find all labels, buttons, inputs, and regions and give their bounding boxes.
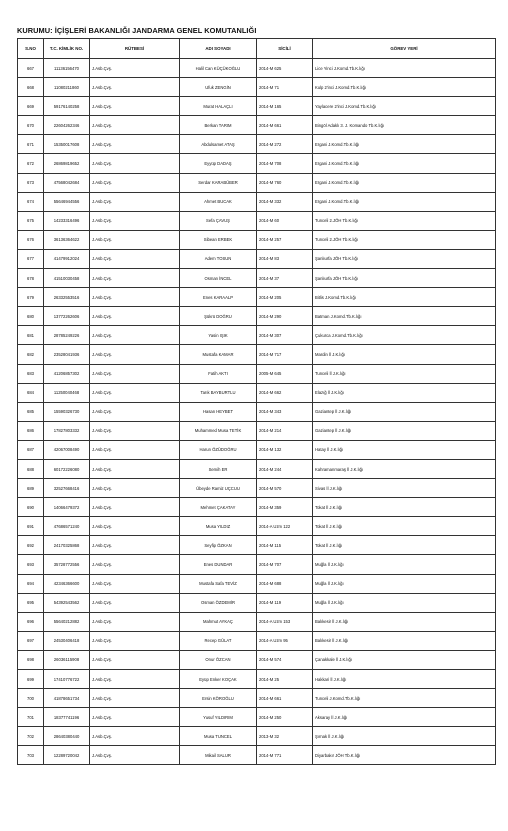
cell-adi-soyadi: Seyfip ÖZKAN [180, 536, 257, 555]
table-header-row [18, 39, 496, 59]
cell-rutbe: J.Asb.Çvş. [90, 269, 180, 288]
table-row [18, 135, 496, 154]
cell-adi-soyadi: Şükrü DOĞRU [180, 307, 257, 326]
cell-rutbe: J.Asb.Çvş. [90, 593, 180, 612]
table-row [18, 612, 496, 631]
cell-tc-kimlik: 41206857302 [44, 364, 90, 383]
cell-sno: 686 [18, 421, 44, 440]
cell-sno: 683 [18, 364, 44, 383]
cell-adi-soyadi: Recep GÜLAT [180, 631, 257, 650]
table-row [18, 498, 496, 517]
cell-sicili: 2014-M 574 [257, 650, 313, 669]
cell-sno: 677 [18, 249, 44, 268]
cell-gorev-yeri: Şanlıurfa JÖH Tb.K.lığı [313, 249, 496, 268]
cell-gorev-yeri: Hatay İl J.K.lığı [313, 440, 496, 459]
cell-rutbe: J.Asb.Çvş. [90, 440, 180, 459]
cell-sno: 690 [18, 498, 44, 517]
cell-gorev-yeri: Ergani J.Komd.Tb.K.lığı [313, 173, 496, 192]
cell-rutbe: J.Asb.Çvş. [90, 498, 180, 517]
table-row [18, 269, 496, 288]
table-row [18, 593, 496, 612]
cell-sicili: 2014-M 25 [257, 670, 313, 689]
cell-rutbe: J.Asb.Çvş. [90, 135, 180, 154]
cell-sicili: 2014-M 707 [257, 555, 313, 574]
col-header-sno: S.NO [18, 39, 44, 59]
cell-adi-soyadi: Enes DUNDAR [180, 555, 257, 574]
cell-rutbe: J.Asb.Çvş. [90, 555, 180, 574]
table-row [18, 326, 496, 345]
cell-sno: 671 [18, 135, 44, 154]
cell-sicili: 2005-M 645 [257, 364, 313, 383]
cell-tc-kimlik: 47568042684 [44, 173, 90, 192]
cell-adi-soyadi: Onur ÖZCAN [180, 650, 257, 669]
table-row [18, 192, 496, 211]
cell-tc-kimlik: 42067008490 [44, 440, 90, 459]
table-row [18, 479, 496, 498]
cell-tc-kimlik: 12289720042 [44, 746, 90, 765]
cell-tc-kimlik: 24530406418 [44, 631, 90, 650]
cell-sicili: 2014-M 625 [257, 59, 313, 78]
cell-tc-kimlik: 28785249226 [44, 326, 90, 345]
cell-sicili: 2014-M 290 [257, 307, 313, 326]
cell-sicili: 2014-M 661 [257, 116, 313, 135]
cell-sno: 676 [18, 230, 44, 249]
cell-adi-soyadi: Ersin KÖROĞLU [180, 689, 257, 708]
cell-gorev-yeri: Muğla İl J.K.lığı [313, 555, 496, 574]
cell-sno: 695 [18, 593, 44, 612]
cell-sicili: 2014-M 332 [257, 192, 313, 211]
col-header-gorev-yeri: GÖREV YERİ [313, 39, 496, 59]
cell-adi-soyadi: Tarık BAYBURTLU [180, 383, 257, 402]
cell-sno: 687 [18, 440, 44, 459]
cell-sicili: 2014-M 250 [257, 708, 313, 727]
cell-gorev-yeri: Lice Yinci J.Komd.Tb.K.lığı [313, 59, 496, 78]
cell-gorev-yeri: Ergani J.Komd.Tb.K.lığı [313, 192, 496, 211]
cell-sicili: 2014-M 205 [257, 288, 313, 307]
cell-sno: 682 [18, 345, 44, 364]
col-header-tc-kimlik: T.C. KİMLİK NO. [44, 39, 90, 59]
cell-sno: 674 [18, 192, 44, 211]
cell-rutbe: J.Asb.Çvş. [90, 78, 180, 97]
cell-gorev-yeri: Tunceli 2.JÖH Tb.K.lığı [313, 230, 496, 249]
cell-tc-kimlik: 14233316496 [44, 211, 90, 230]
cell-rutbe: J.Asb.Çvş. [90, 326, 180, 345]
cell-adi-soyadi: Mahmut AYKAÇ [180, 612, 257, 631]
table-row [18, 364, 496, 383]
cell-gorev-yeri: Batman J.Komd.Tb.K.lığı [313, 307, 496, 326]
cell-rutbe: J.Asb.Çvş. [90, 173, 180, 192]
document-title [17, 26, 256, 35]
table-row [18, 574, 496, 593]
table-row [18, 307, 496, 326]
cell-tc-kimlik: 54392543562 [44, 593, 90, 612]
cell-gorev-yeri: Elazığ İl J.K.lığı [313, 383, 496, 402]
cell-sicili: 2014-M 257 [257, 230, 313, 249]
personnel-table [17, 38, 496, 765]
cell-adi-soyadi: Adem TOSUN [180, 249, 257, 268]
cell-sno: 701 [18, 708, 44, 727]
cell-sno: 700 [18, 689, 44, 708]
cell-tc-kimlik: 18377741196 [44, 708, 90, 727]
cell-sicili: 2013-M 32 [257, 727, 313, 746]
cell-tc-kimlik: 28640380440 [44, 727, 90, 746]
table-row [18, 288, 496, 307]
cell-adi-soyadi: Abdulsamet ATAŞ [180, 135, 257, 154]
cell-adi-soyadi: Enes KARAALP [180, 288, 257, 307]
table-row [18, 402, 496, 421]
table-row [18, 78, 496, 97]
cell-sno: 678 [18, 269, 44, 288]
cell-gorev-yeri: Hakkari İl J.K.lığı [313, 670, 496, 689]
cell-gorev-yeri: Sivas İl J.K.lığı [313, 479, 496, 498]
cell-sicili: 2014-M 115 [257, 536, 313, 555]
cell-sno: 679 [18, 288, 44, 307]
cell-rutbe: J.Asb.Çvş. [90, 402, 180, 421]
cell-sicili: 2014-M 717 [257, 345, 313, 364]
table-row [18, 211, 496, 230]
cell-rutbe: J.Asb.Çvş. [90, 746, 180, 765]
table-row [18, 689, 496, 708]
cell-gorev-yeri: Tunceli İl J.K.lığı [313, 364, 496, 383]
cell-tc-kimlik: 41510030458 [44, 269, 90, 288]
table-row [18, 555, 496, 574]
cell-gorev-yeri: Bitlis J.Komd.Tb.K.lığı [313, 288, 496, 307]
cell-sno: 670 [18, 116, 44, 135]
cell-gorev-yeri: Ergani J.Komd.Tb.K.lığı [313, 135, 496, 154]
cell-rutbe: J.Asb.Çvş. [90, 459, 180, 478]
cell-adi-soyadi: Ufuk ZENGİN [180, 78, 257, 97]
cell-adi-soyadi: Mustafa Safa TEVİZ [180, 574, 257, 593]
cell-adi-soyadi: Mehmet ÇAKATAY [180, 498, 257, 517]
cell-tc-kimlik: 15350017608 [44, 135, 90, 154]
table-row [18, 249, 496, 268]
cell-rutbe: J.Asb.Çvş. [90, 536, 180, 555]
cell-sno: 680 [18, 307, 44, 326]
cell-tc-kimlik: 36136364622 [44, 230, 90, 249]
cell-sicili: 2014-M 771 [257, 746, 313, 765]
table-row [18, 631, 496, 650]
cell-rutbe: J.Asb.Çvş. [90, 97, 180, 116]
table-row [18, 670, 496, 689]
table-row [18, 230, 496, 249]
cell-gorev-yeri: Tunceli J.Komd.Tb.K.lığı [313, 689, 496, 708]
cell-rutbe: J.Asb.Çvş. [90, 517, 180, 536]
cell-tc-kimlik: 60172226080 [44, 459, 90, 478]
cell-tc-kimlik: 32527668416 [44, 479, 90, 498]
cell-tc-kimlik: 24170325868 [44, 536, 90, 555]
cell-adi-soyadi: Mustafa KAMAR [180, 345, 257, 364]
col-header-adi-soyadi: ADI SOYADI [180, 39, 257, 59]
cell-adi-soyadi: Osman ÖZDEMİR [180, 593, 257, 612]
cell-sno: 673 [18, 173, 44, 192]
cell-sno: 697 [18, 631, 44, 650]
cell-rutbe: J.Asb.Çvş. [90, 192, 180, 211]
cell-sno: 688 [18, 459, 44, 478]
cell-gorev-yeri: Mardin İl J.K.lığı [313, 345, 496, 364]
cell-adi-soyadi: Sibean ERBEK [180, 230, 257, 249]
cell-sno: 693 [18, 555, 44, 574]
table-row [18, 727, 496, 746]
table-row [18, 746, 496, 765]
table-row [18, 440, 496, 459]
cell-tc-kimlik: 35728772556 [44, 555, 90, 574]
cell-rutbe: J.Asb.Çvş. [90, 631, 180, 650]
cell-rutbe: J.Asb.Çvş. [90, 249, 180, 268]
cell-rutbe: J.Asb.Çvş. [90, 421, 180, 440]
cell-sno: 702 [18, 727, 44, 746]
table-row [18, 116, 496, 135]
cell-tc-kimlik: 15590326730 [44, 402, 90, 421]
cell-sno: 689 [18, 479, 44, 498]
cell-tc-kimlik: 55646944556 [44, 192, 90, 211]
cell-gorev-yeri: Tokat İl J.K.lığı [313, 517, 496, 536]
cell-rutbe: J.Asb.Çvş. [90, 288, 180, 307]
cell-sno: 668 [18, 78, 44, 97]
cell-gorev-yeri: Muğla İl J.K.lığı [313, 593, 496, 612]
cell-adi-soyadi: Fatih AKTI [180, 364, 257, 383]
cell-gorev-yeri: Gaziantep İl J.K.lığı [313, 421, 496, 440]
cell-sicili: 2014-M 83 [257, 249, 313, 268]
cell-gorev-yeri: Ergani J.Komd.Tb.K.lığı [313, 154, 496, 173]
cell-sicili: 2014-M 688 [257, 574, 313, 593]
cell-sicili: 2014-M 760 [257, 173, 313, 192]
cell-rutbe: J.Asb.Çvş. [90, 708, 180, 727]
cell-tc-kimlik: 47686571240 [44, 517, 90, 536]
cell-sicili: 2014-M 244 [257, 459, 313, 478]
cell-rutbe: J.Asb.Çvş. [90, 59, 180, 78]
cell-gorev-yeri: Tokat İl J.K.lığı [313, 536, 496, 555]
cell-adi-soyadi: Ahmet BUCAK [180, 192, 257, 211]
cell-rutbe: J.Asb.Çvş. [90, 670, 180, 689]
cell-rutbe: J.Asb.Çvş. [90, 612, 180, 631]
cell-gorev-yeri: Şanlıurfa JÖH Tb.K.lığı [313, 269, 496, 288]
cell-adi-soyadi: Halil Can KÜÇÜKOĞLU [180, 59, 257, 78]
cell-sno: 669 [18, 97, 44, 116]
cell-gorev-yeri: Kahramanmaraş İl J.K.lığı [313, 459, 496, 478]
cell-sno: 703 [18, 746, 44, 765]
cell-tc-kimlik: 11080211860 [44, 78, 90, 97]
cell-sno: 699 [18, 670, 44, 689]
cell-rutbe: J.Asb.Çvş. [90, 689, 180, 708]
cell-sno: 681 [18, 326, 44, 345]
cell-adi-soyadi: Osman İNCEL [180, 269, 257, 288]
cell-sno: 675 [18, 211, 44, 230]
table-row [18, 517, 496, 536]
cell-adi-soyadi: Yasin IŞIK [180, 326, 257, 345]
cell-rutbe: J.Asb.Çvş. [90, 574, 180, 593]
cell-sno: 692 [18, 536, 44, 555]
cell-gorev-yeri: Gaziantep İl J.K.lığı [313, 402, 496, 421]
cell-gorev-yeri: Balıkesir İl J.K.lığı [313, 631, 496, 650]
cell-sicili: 2014-M 307 [257, 326, 313, 345]
table-row [18, 536, 496, 555]
cell-tc-kimlik: 41479912024 [44, 249, 90, 268]
cell-tc-kimlik: 26036115908 [44, 650, 90, 669]
cell-adi-soyadi: Murat HALAÇLI [180, 97, 257, 116]
cell-adi-soyadi: Harun ÖZÜDOĞRU [180, 440, 257, 459]
table-row [18, 345, 496, 364]
table-row [18, 383, 496, 402]
cell-sno: 698 [18, 650, 44, 669]
cell-sicili: 2014-M 343 [257, 402, 313, 421]
table-row [18, 708, 496, 727]
cell-gorev-yeri: Çanakkale İl J.K.lığı [313, 650, 496, 669]
cell-sicili: 2014-M 570 [257, 479, 313, 498]
table-row [18, 173, 496, 192]
cell-sicili: 2014-M 662 [257, 383, 313, 402]
cell-tc-kimlik: 11250040468 [44, 383, 90, 402]
cell-gorev-yeri: Şırnak İl J.K.lığı [313, 727, 496, 746]
cell-adi-soyadi: Musa TUNCEL [180, 727, 257, 746]
cell-adi-soyadi: Semih ER [180, 459, 257, 478]
title-prefix: KURUMU: [17, 26, 53, 35]
cell-gorev-yeri: Tunceli 2.JÖH Tb.K.lığı [313, 211, 496, 230]
table-row [18, 650, 496, 669]
cell-rutbe: J.Asb.Çvş. [90, 364, 180, 383]
table-body [18, 59, 496, 765]
cell-sno: 685 [18, 402, 44, 421]
cell-rutbe: J.Asb.Çvş. [90, 479, 180, 498]
cell-tc-kimlik: 23528041936 [44, 345, 90, 364]
cell-sicili: 2014-M 71 [257, 78, 313, 97]
cell-rutbe: J.Asb.Çvş. [90, 383, 180, 402]
cell-tc-kimlik: 17410776722 [44, 670, 90, 689]
cell-adi-soyadi: Yusuf YILDIRIM [180, 708, 257, 727]
cell-gorev-yeri: Tokat İl J.K.lığı [313, 498, 496, 517]
col-header-rutbe: RÜTBESİ [90, 39, 180, 59]
cell-sicili: 2014-M 214 [257, 421, 313, 440]
cell-adi-soyadi: Übeyde Ramiz UÇCUU [180, 479, 257, 498]
cell-adi-soyadi: Muhammed Musa TETİK [180, 421, 257, 440]
cell-tc-kimlik: 55640212882 [44, 612, 90, 631]
cell-sicili: 2014-A Uzm 122 [257, 517, 313, 536]
cell-adi-soyadi: Serdar KARABÜBER [180, 173, 257, 192]
table-row [18, 97, 496, 116]
cell-sicili: 2014-M 661 [257, 689, 313, 708]
institution-name: İÇİŞLERİ BAKANLIĞI JANDARMA GENEL KOMUTANLIĞI [54, 26, 257, 35]
cell-rutbe: J.Asb.Çvş. [90, 307, 180, 326]
cell-gorev-yeri: Çukurca J.Komd.Tb.K.lığı [313, 326, 496, 345]
cell-adi-soyadi: Mikail SALUR [180, 746, 257, 765]
cell-gorev-yeri: Yaylacere 2'inci J.Komd.Tb.K.lığı [313, 97, 496, 116]
cell-sicili: 2014-M 37 [257, 269, 313, 288]
cell-rutbe: J.Asb.Çvş. [90, 230, 180, 249]
cell-adi-soyadi: Musa YILDIZ [180, 517, 257, 536]
cell-gorev-yeri: Diyarbakır JÖH Tb.K.lığı [313, 746, 496, 765]
cell-sno: 694 [18, 574, 44, 593]
cell-rutbe: J.Asb.Çvş. [90, 116, 180, 135]
cell-rutbe: J.Asb.Çvş. [90, 727, 180, 746]
cell-sicili: 2014-M 165 [257, 97, 313, 116]
cell-sicili: 2014-M 708 [257, 154, 313, 173]
cell-sicili: 2014-M 119 [257, 593, 313, 612]
cell-sicili: 2014-A Uzm 153 [257, 612, 313, 631]
table-row [18, 421, 496, 440]
cell-tc-kimlik: 11136156470 [44, 59, 90, 78]
cell-rutbe: J.Asb.Çvş. [90, 154, 180, 173]
col-header-sicili: SİCİLİ [257, 39, 313, 59]
cell-adi-soyadi: Eyüp Enker KOÇAK [180, 670, 257, 689]
cell-tc-kimlik: 59176140258 [44, 97, 90, 116]
cell-sicili: 2014-M 132 [257, 440, 313, 459]
cell-rutbe: J.Asb.Çvş. [90, 211, 180, 230]
cell-adi-soyadi: Hasan HEYBET [180, 402, 257, 421]
cell-tc-kimlik: 17827803332 [44, 421, 90, 440]
cell-gorev-yeri: Balıkesir İl J.K.lığı [313, 612, 496, 631]
cell-adi-soyadi: Sefa ÇAVUŞ [180, 211, 257, 230]
cell-adi-soyadi: Eyyüp DADAŞ [180, 154, 257, 173]
cell-gorev-yeri: Muğla İl J.K.lığı [313, 574, 496, 593]
cell-sicili: 2014-M 60 [257, 211, 313, 230]
cell-tc-kimlik: 22604262346 [44, 116, 90, 135]
cell-tc-kimlik: 41878651734 [44, 689, 90, 708]
cell-rutbe: J.Asb.Çvş. [90, 345, 180, 364]
cell-sno: 672 [18, 154, 44, 173]
cell-tc-kimlik: 13772262606 [44, 307, 90, 326]
cell-gorev-yeri: Bingöl Adaklı 3. J. Komando Tb.K.lığı [313, 116, 496, 135]
cell-adi-soyadi: Berkan TARIM [180, 116, 257, 135]
cell-sicili: 2014-M 272 [257, 135, 313, 154]
cell-sno: 667 [18, 59, 44, 78]
cell-gorev-yeri: Kulp 2'inci J.Komd.Tb.K.lığı [313, 78, 496, 97]
cell-tc-kimlik: 14066479372 [44, 498, 90, 517]
table-row [18, 154, 496, 173]
cell-sno: 684 [18, 383, 44, 402]
cell-tc-kimlik: 26332553516 [44, 288, 90, 307]
cell-sno: 691 [18, 517, 44, 536]
table-row [18, 59, 496, 78]
cell-sicili: 2014-M 359 [257, 498, 313, 517]
cell-tc-kimlik: 26869819652 [44, 154, 90, 173]
cell-gorev-yeri: Aksaray İl J.K.lığı [313, 708, 496, 727]
cell-rutbe: J.Asb.Çvş. [90, 650, 180, 669]
cell-tc-kimlik: 42346366600 [44, 574, 90, 593]
table-row [18, 459, 496, 478]
cell-sno: 696 [18, 612, 44, 631]
cell-sicili: 2014-A Uzm 95 [257, 631, 313, 650]
